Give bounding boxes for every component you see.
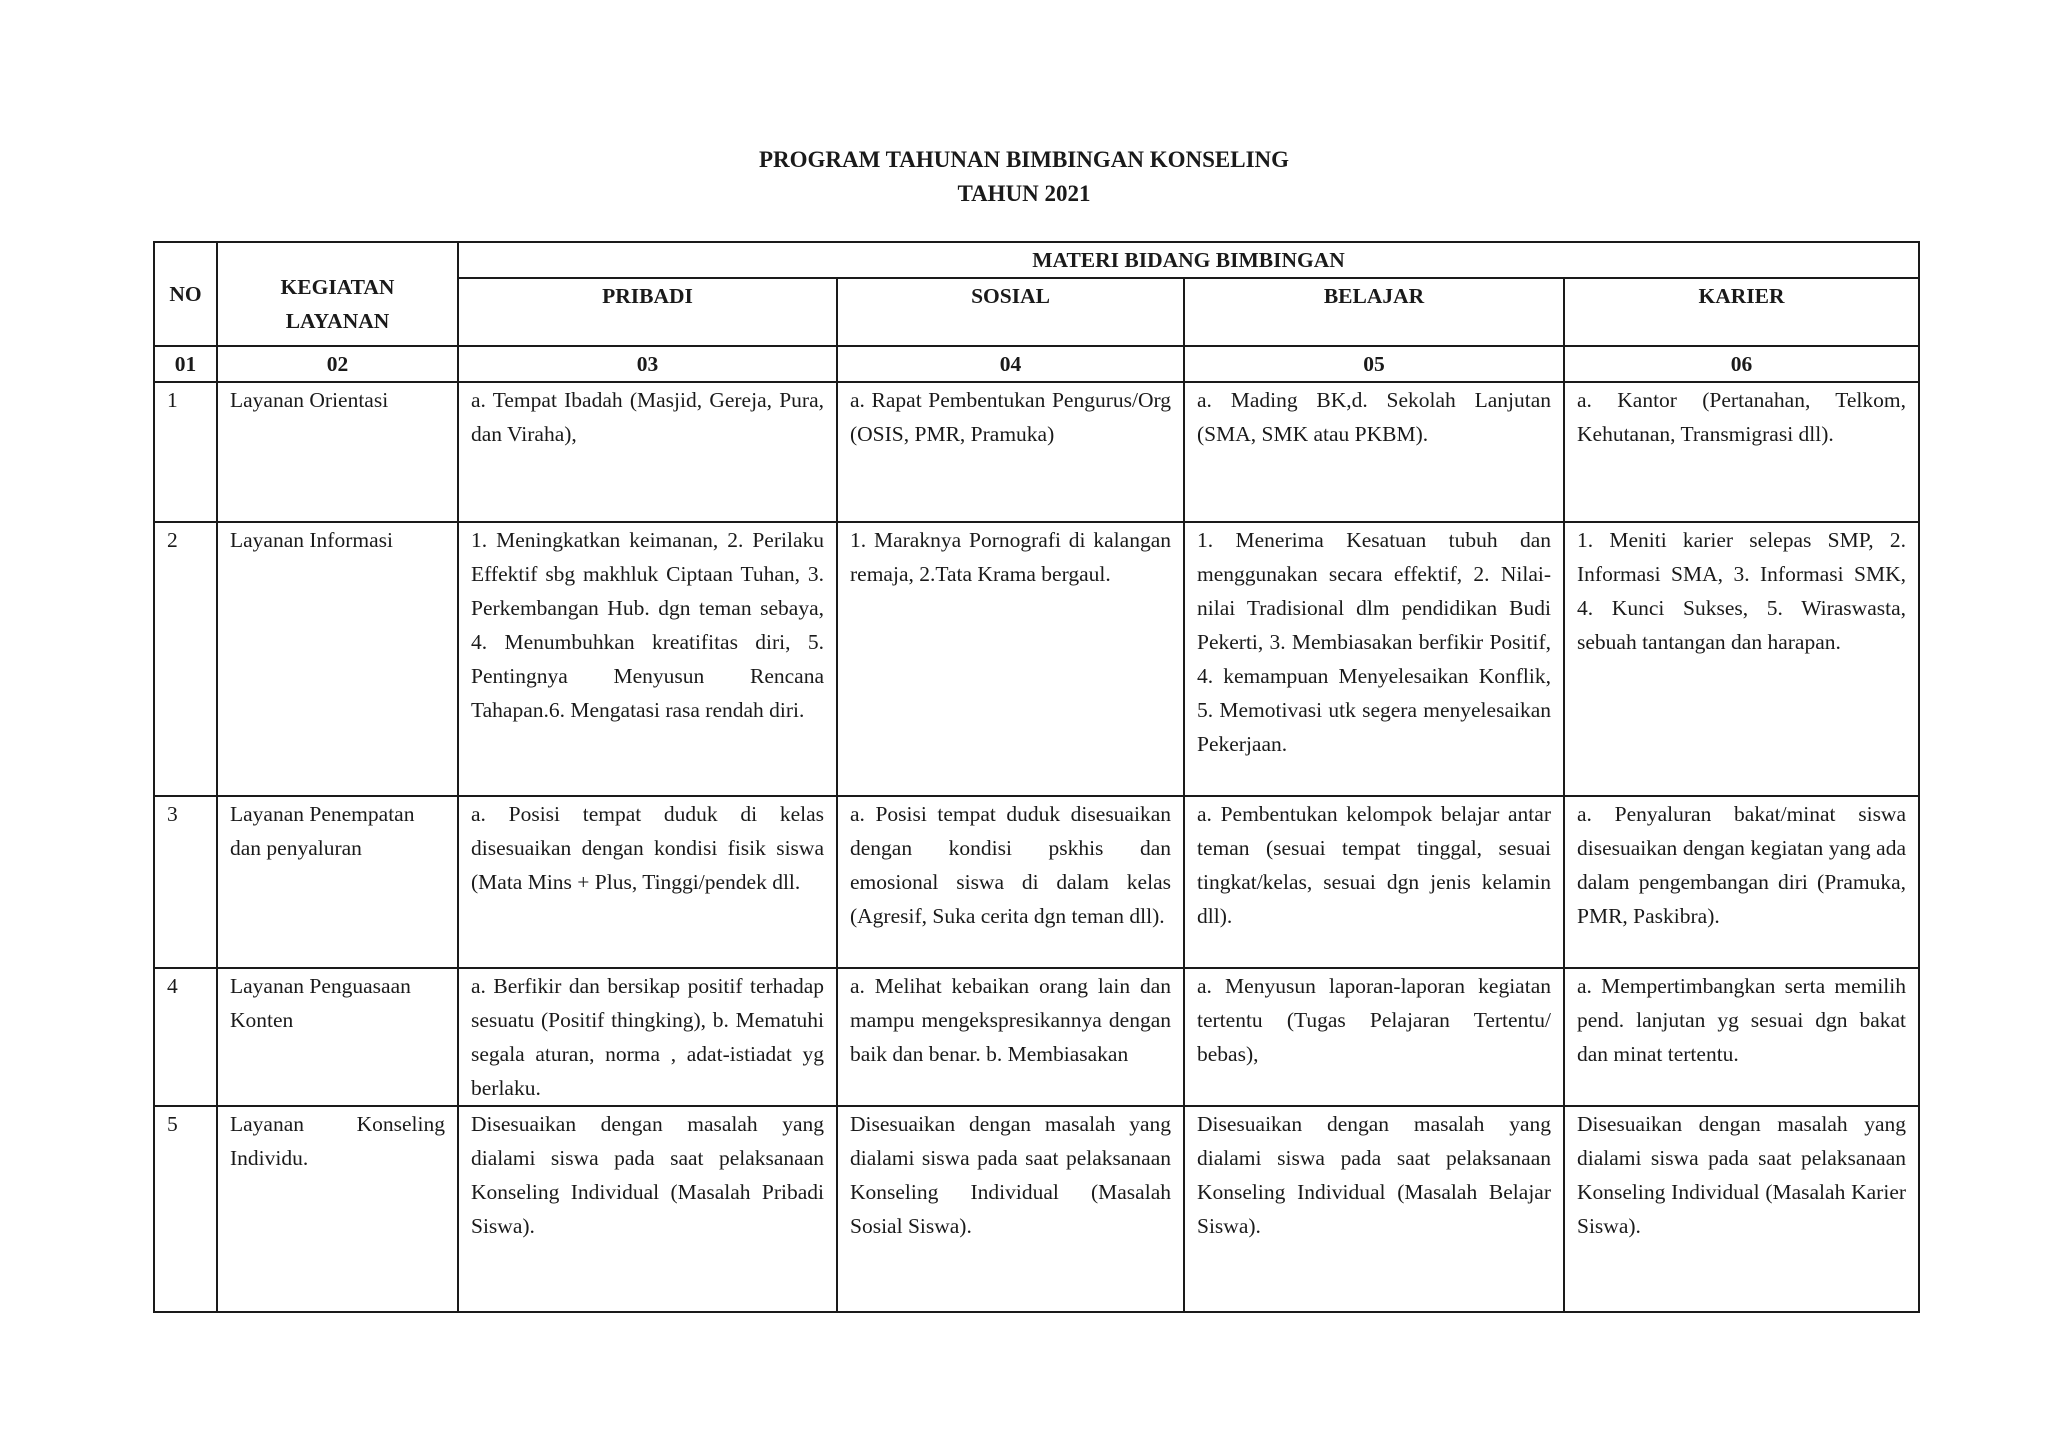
header-kegiatan-layanan: KEGIATAN LAYANAN: [217, 242, 458, 346]
header-materi-bidang-bimbingan: MATERI BIDANG BIMBINGAN: [458, 242, 1919, 278]
column-number: 04: [837, 346, 1184, 382]
pribadi-cell: a. Berfikir dan bersikap positif terhadap sesuatu (Positif thingking), b. Mematuhi segala aturan, norma , adat-istiadat yg berlaku.: [458, 968, 837, 1106]
document-year: TAHUN 2021: [957, 181, 1091, 206]
karier-cell: a. Kantor (Pertanahan, Telkom, Kehutanan, Transmigrasi dll).: [1564, 382, 1919, 522]
karier-cell: a. Penyaluran bakat/minat siswa disesuaikan dengan kegiatan yang ada dalam pengembangan diri (Pramuka, PMR, Paskibra).: [1564, 796, 1919, 968]
column-number: 02: [217, 346, 458, 382]
column-number: 03: [458, 346, 837, 382]
table-row: [154, 968, 1919, 1106]
belajar-cell: Disesuaikan dengan masalah yang dialami siswa pada saat pelaksanaan Konseling Individual (Masalah Belajar Siswa).: [1184, 1106, 1564, 1312]
column-number: 05: [1184, 346, 1564, 382]
column-number: 01: [154, 346, 217, 382]
header-sosial: SOSIAL: [837, 278, 1184, 346]
pribadi-cell: a. Posisi tempat duduk di kelas disesuaikan dengan kondisi fisik siswa (Mata Mins + Plus, Tinggi/pendek dll.: [458, 796, 837, 968]
sosial-cell: a. Posisi tempat duduk disesuaikan dengan kondisi pskhis dan emosional siswa di dalam kelas (Agresif, Suka cerita dgn teman dll).: [837, 796, 1184, 968]
document-title: PROGRAM TAHUNAN BIMBINGAN KONSELING: [758, 147, 1290, 172]
column-number: 06: [1564, 346, 1919, 382]
karier-cell: Disesuaikan dengan masalah yang dialami siswa pada saat pelaksanaan Konseling Individual (Masalah Karier Siswa).: [1564, 1106, 1919, 1312]
pribadi-cell: 1. Meningkatkan keimanan, 2. Perilaku Effektif sbg makhluk Ciptaan Tuhan, 3. Perkembangan Hub. dgn teman sebaya, 4. Menumbuhkan kreatifitas diri, 5. Pentingnya Menyusun Rencana Tahapan.6. Mengatasi rasa rendah diri.: [458, 522, 837, 796]
header-karier: KARIER: [1564, 278, 1919, 346]
row-number: 3: [154, 796, 217, 968]
kegiatan-cell: Layanan Penguasaan Konten: [217, 968, 458, 1106]
header-belajar: BELAJAR: [1184, 278, 1564, 346]
table-row: [154, 796, 1919, 968]
sosial-cell: a. Melihat kebaikan orang lain dan mampu mengekspresikannya dengan baik dan benar. b. Membiasakan: [837, 968, 1184, 1106]
table-row: [154, 522, 1919, 796]
header-no: NO: [154, 242, 217, 346]
kegiatan-cell: Layanan Informasi: [217, 522, 458, 796]
karier-cell: 1. Meniti karier selepas SMP, 2. Informasi SMA, 3. Informasi SMK, 4. Kunci Sukses, 5. Wiraswasta, sebuah tantangan dan harapan.: [1564, 522, 1919, 796]
pribadi-cell: a. Tempat Ibadah (Masjid, Gereja, Pura, dan Viraha),: [458, 382, 837, 522]
belajar-cell: a. Mading BK,d. Sekolah Lanjutan (SMA, SMK atau PKBM).: [1184, 382, 1564, 522]
kegiatan-cell: Layanan Penempatan dan penyaluran: [217, 796, 458, 968]
header-pribadi: PRIBADI: [458, 278, 837, 346]
table-row: [154, 382, 1919, 522]
belajar-cell: a. Menyusun laporan-laporan kegiatan tertentu (Tugas Pelajaran Tertentu/ bebas),: [1184, 968, 1564, 1106]
row-number: 4: [154, 968, 217, 1106]
table-row: [154, 1106, 1919, 1312]
belajar-cell: a. Pembentukan kelompok belajar antar teman (sesuai tempat tinggal, sesuai tingkat/kelas, sesuai dgn jenis kelamin dll).: [1184, 796, 1564, 968]
kegiatan-cell: Layanan Orientasi: [217, 382, 458, 522]
karier-cell: a. Mempertimbangkan serta memilih pend. lanjutan yg sesuai dgn bakat dan minat tertentu.: [1564, 968, 1919, 1106]
row-number: 1: [154, 382, 217, 522]
pribadi-cell: Disesuaikan dengan masalah yang dialami siswa pada saat pelaksanaan Konseling Individual (Masalah Pribadi Siswa).: [458, 1106, 837, 1312]
row-number: 5: [154, 1106, 217, 1312]
sosial-cell: a. Rapat Pembentukan Pengurus/Org (OSIS, PMR, Pramuka): [837, 382, 1184, 522]
row-number: 2: [154, 522, 217, 796]
column-number-row: [154, 346, 1919, 382]
sosial-cell: 1. Maraknya Pornografi di kalangan remaja, 2.Tata Krama bergaul.: [837, 522, 1184, 796]
program-table: [153, 241, 1920, 1313]
belajar-cell: 1. Menerima Kesatuan tubuh dan menggunakan secara effektif, 2. Nilai-nilai Tradisional dlm pendidikan Budi Pekerti, 3. Membiasakan berfikir Positif, 4. kemampuan Menyelesaikan Konflik, 5. Memotivasi utk segera menyelesaikan Pekerjaan.: [1184, 522, 1564, 796]
sosial-cell: Disesuaikan dengan masalah yang dialami siswa pada saat pelaksanaan Konseling Individual (Masalah Sosial Siswa).: [837, 1106, 1184, 1312]
kegiatan-cell: Layanan Konseling Individu.: [217, 1106, 458, 1312]
